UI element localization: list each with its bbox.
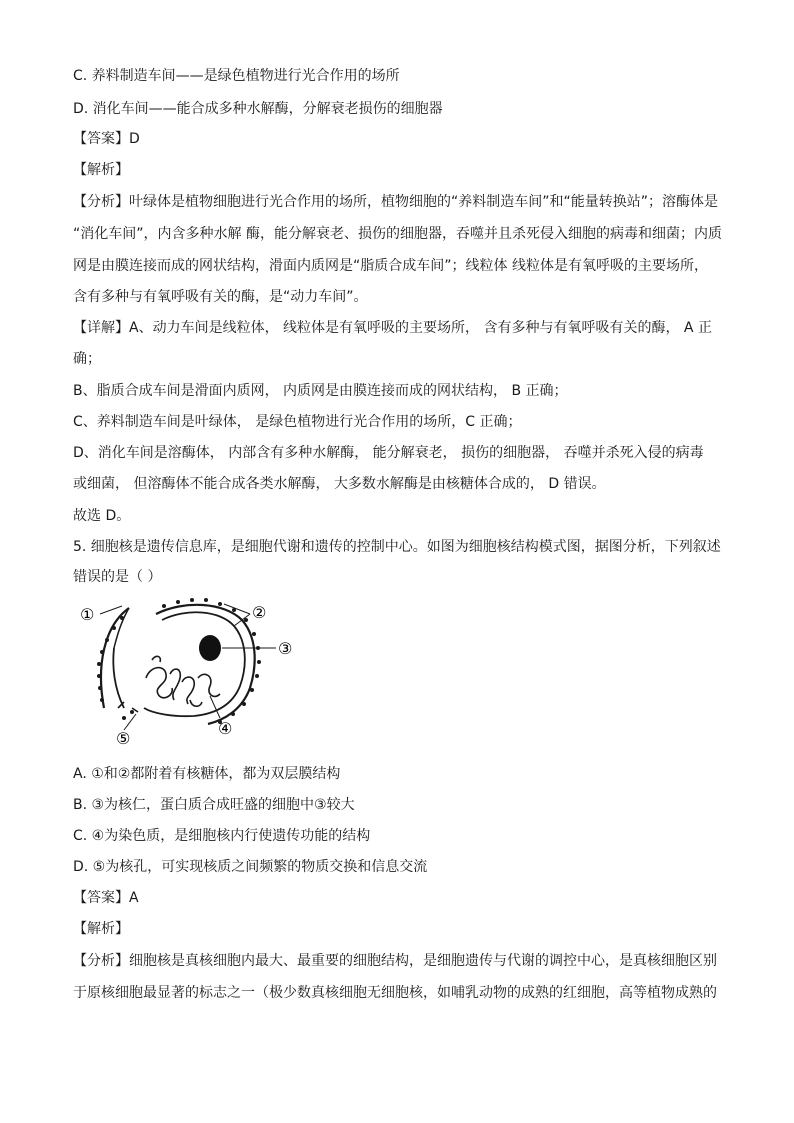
- outer-membrane-left: [101, 608, 129, 708]
- pointer-2a: [224, 604, 250, 614]
- pointer-5: [124, 714, 136, 730]
- pointer-4: [210, 696, 220, 718]
- detail-text-1: 【详解】A、动力车间是线粒体， 线粒体是有氧呼吸的主要场所， 含有多种与有氧呼吸有关的酶， A 正: [73, 320, 712, 336]
- analysis-text-3: 网是由膜连接而成的网状结构，滑面内质网是“脂质合成车间”；线粒体 线粒体是有氧呼吸的主要场所，: [73, 258, 708, 274]
- detail-text-3: B、脂质合成车间是滑面内质网， 内质网是由膜连接而成的网状结构， B 正确；: [73, 383, 568, 399]
- nucleolus: [199, 635, 221, 661]
- chromatin: [146, 656, 220, 706]
- label-3: ③: [278, 639, 293, 658]
- answer-line: 【答案】D: [73, 131, 140, 147]
- analysis-2-text-2: 于原核细胞最显著的标志之一（极少数真核细胞无细胞核，如哺乳动物的成熟的红细胞，高等植物成熟的: [73, 985, 717, 1001]
- analysis-heading-2: 【解析】: [73, 921, 129, 937]
- analysis-text-2: “消化车间”，内含多种水解 酶，能分解衰老、损伤的细胞器，吞噬并且杀死侵入细胞的病毒和细菌；内质: [73, 226, 722, 242]
- outer-membrane-right: [156, 605, 255, 724]
- label-2: ②: [252, 603, 267, 622]
- inner-membrane: [144, 612, 245, 716]
- option-a: A. ①和②都附着有核糖体，都为双层膜结构: [73, 766, 341, 782]
- detail-text-4: C、养料制造车间是叶绿体， 是绿色植物进行光合作用的场所，C 正确；: [73, 414, 522, 430]
- option-c-prev: C. 养料制造车间——是绿色植物进行光合作用的场所: [73, 68, 400, 84]
- nucleus-diagram: [74, 596, 304, 748]
- question-5-stem-1: 5. 细胞核是遗传信息库，是细胞代谢和遗传的控制中心。如图为细胞核结构模式图，据图分析，下列叙述: [73, 539, 721, 555]
- analysis-text-1: 【分析】叶绿体是植物细胞进行光合作用的场所，植物细胞的“养料制造车间”和“能量转换站”；溶酶体是: [73, 194, 719, 210]
- conclusion-line: 故选 D。: [73, 508, 131, 524]
- option-d-prev: D. 消化车间——能合成多种水解酶，分解衰老损伤的细胞器: [73, 101, 443, 117]
- detail-text-5: D、消化车间是溶酶体， 内部含有多种水解酶， 能分解衰老， 损伤的细胞器， 吞噬并杀死入侵的病毒: [73, 445, 704, 461]
- pointer-1: [100, 606, 122, 614]
- detail-text-6: 或细菌， 但溶酶体不能合成各类水解酶， 大多数水解酶是由核糖体合成的， D 错误。: [73, 476, 606, 492]
- answer-line-2: 【答案】A: [73, 890, 139, 906]
- analysis-heading: 【解析】: [73, 162, 129, 178]
- option-b: B. ③为核仁，蛋白质合成旺盛的细胞中③较大: [73, 797, 355, 813]
- inner-membrane-left: [113, 648, 124, 708]
- label-4: ④: [218, 719, 233, 738]
- option-c: C. ④为染色质，是细胞核内行使遗传功能的结构: [73, 828, 371, 844]
- detail-text-2: 确；: [73, 351, 101, 367]
- option-d: D. ⑤为核孔，可实现核质之间频繁的物质交换和信息交流: [73, 859, 428, 875]
- label-1: ①: [80, 605, 95, 624]
- question-5-stem-2: 错误的是（ ）: [73, 569, 162, 585]
- label-5: ⑤: [116, 729, 131, 748]
- analysis-2-text-1: 【分析】细胞核是真核细胞内最大、最重要的细胞结构，是细胞遗传与代谢的调控中心，是真核细胞区别: [73, 953, 717, 969]
- analysis-text-4: 含有多种与有氧呼吸有关的酶，是“动力车间”。: [73, 289, 368, 305]
